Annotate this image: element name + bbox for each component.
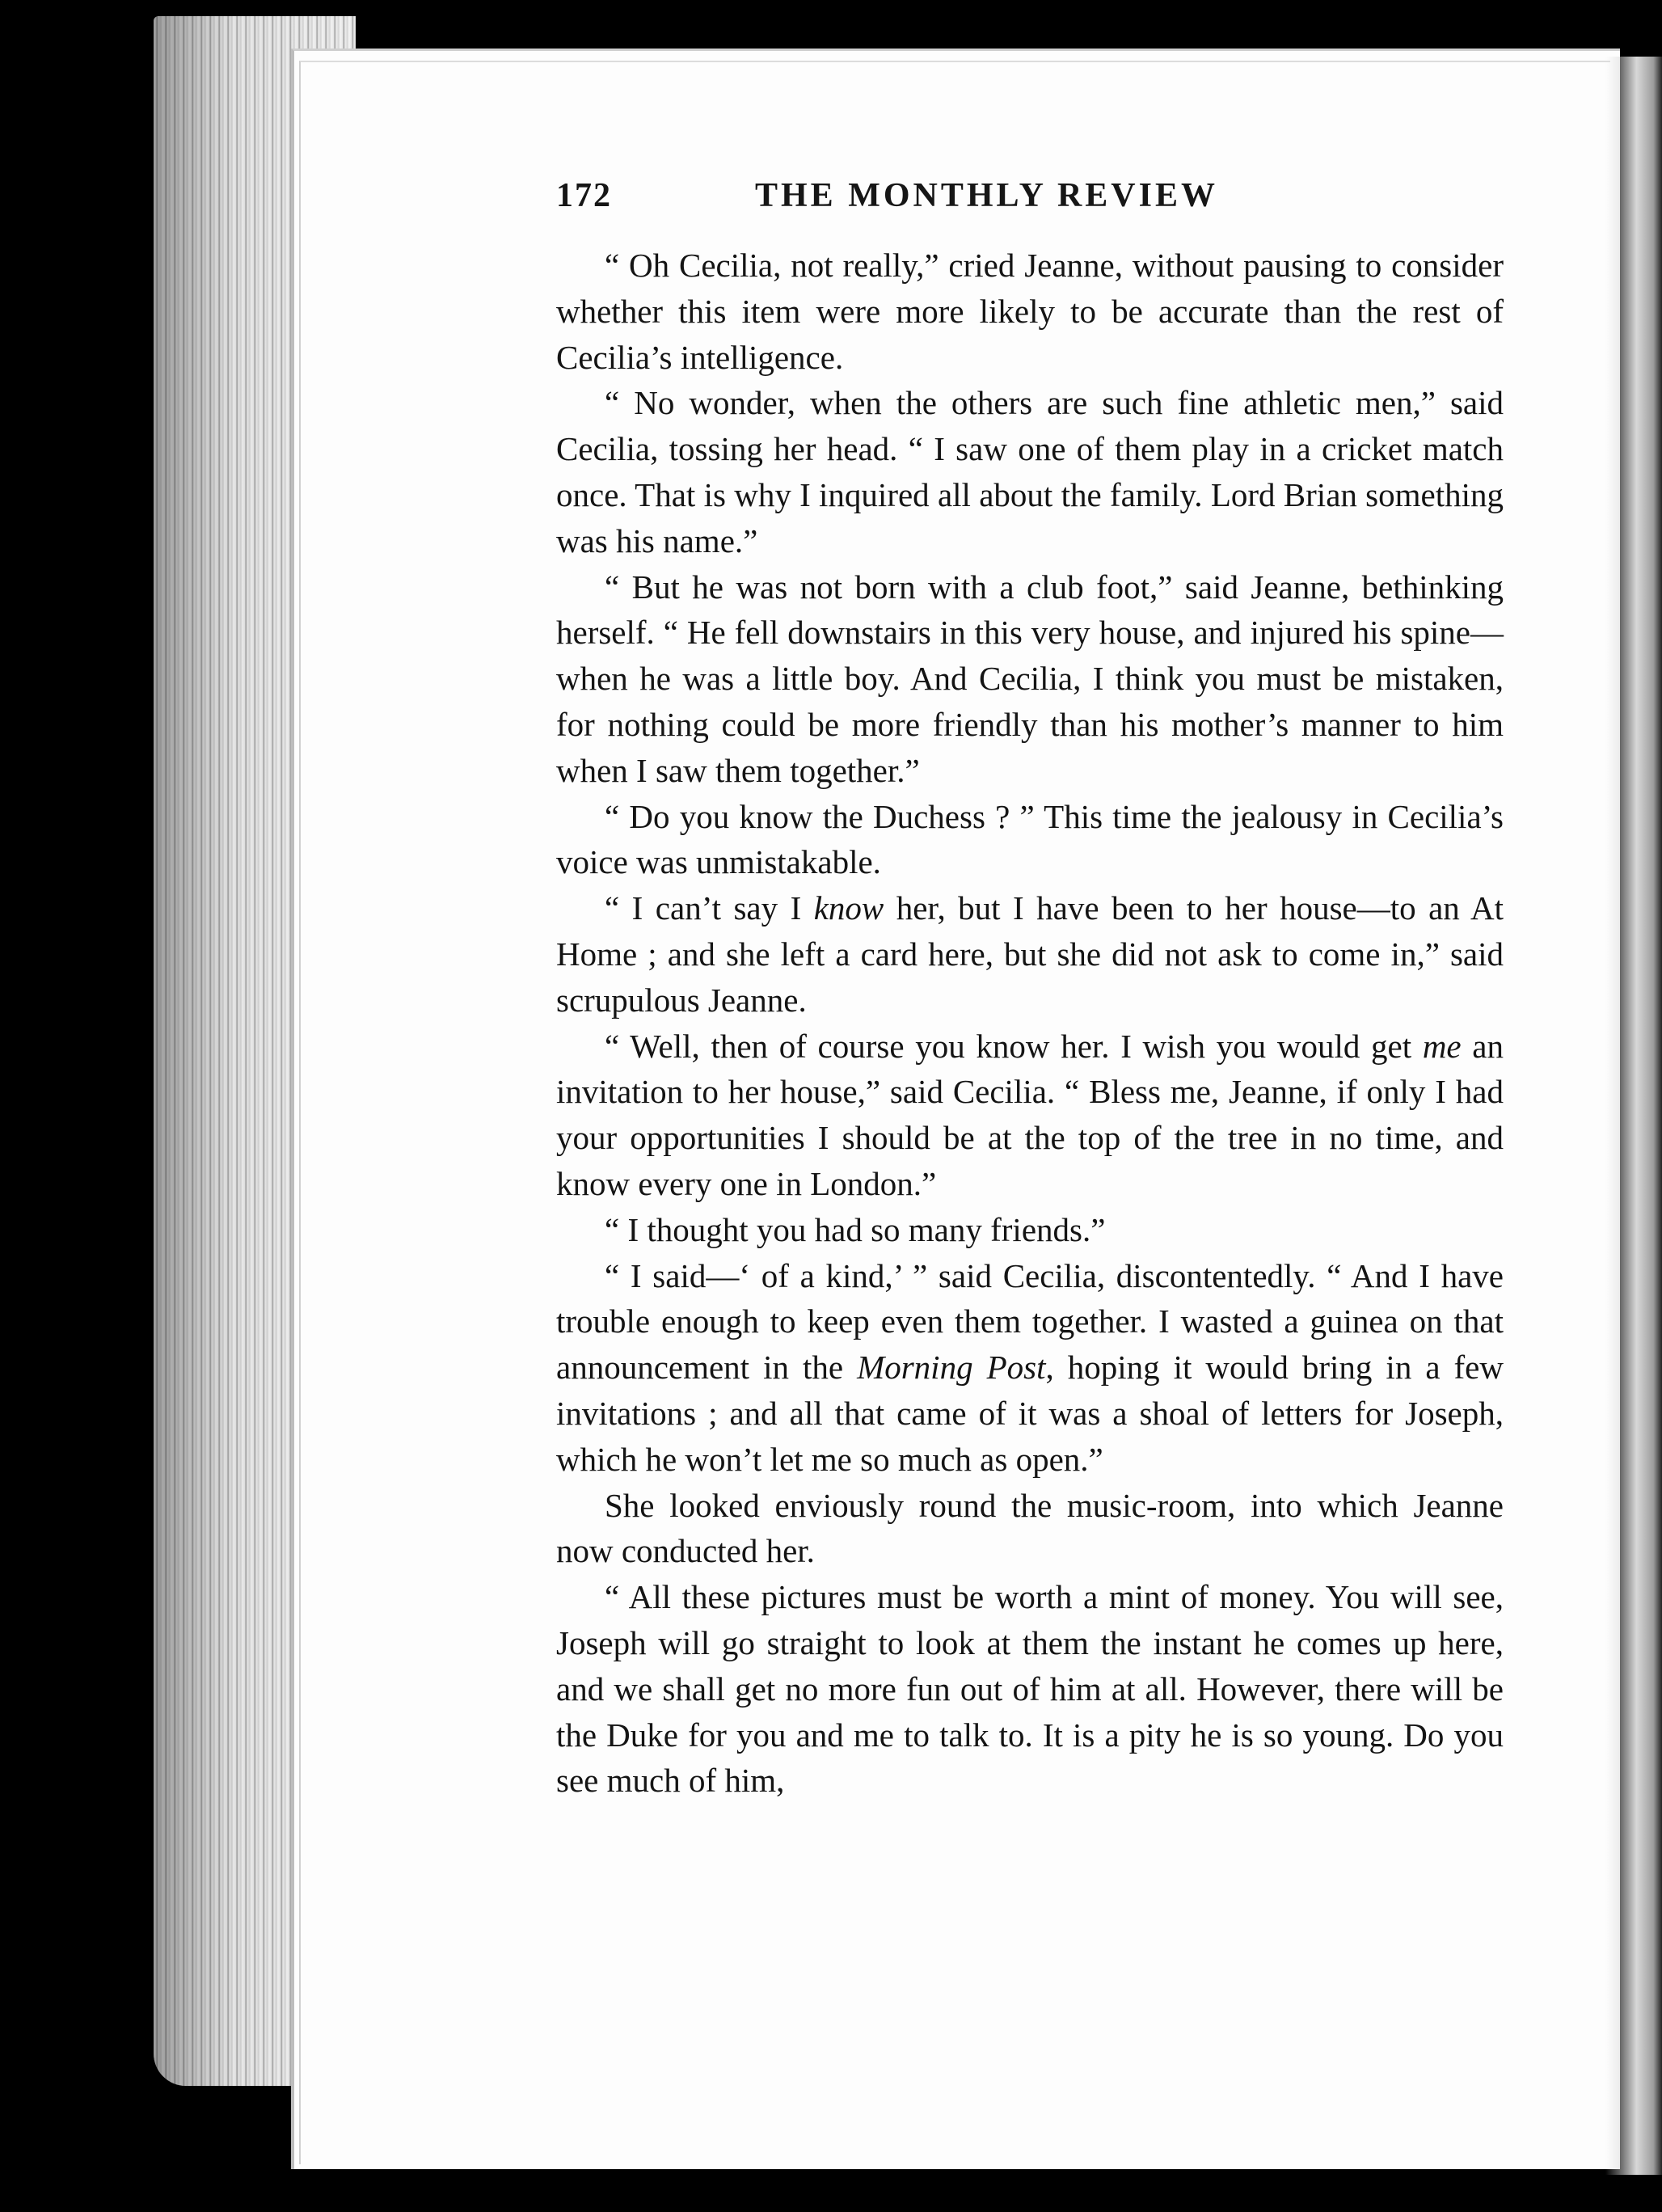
text-run: , hoping it would bring in a few invitations ; and all that came of it was a shoal of letters for Joseph, which he won’t let me so much as open.” bbox=[556, 1349, 1504, 1478]
paragraph bbox=[556, 794, 1504, 886]
text-run: “ I thought you had so many friends.” bbox=[605, 1210, 1106, 1248]
page-number: 172 bbox=[556, 177, 612, 214]
paragraph bbox=[556, 1574, 1504, 1804]
paragraph bbox=[556, 1024, 1504, 1207]
text-run: “ I said—‘ of a kind,’ ” said Cecilia, discontentedly. “ And I have trouble enough to keep even them together. I wasted a guinea on that announcement in the bbox=[556, 1256, 1504, 1387]
text-run: an invitation to her house,” said Cecilia. “ Bless me, Jeanne, if only I had your opportunities I should be at the top of the tree in no time, and know every one in London.” bbox=[556, 1027, 1504, 1202]
text-run: “ Oh Cecilia, not really,” cried Jeanne, without pausing to consider whether this item were more likely to be accurate than the rest of Cecilia’s intelligence. bbox=[556, 247, 1504, 376]
text-run: “ Do you know the Duchess ? ” This time the jealousy in Cecilia’s voice was unmistakable. bbox=[556, 797, 1504, 881]
journal-title: THE MONTHLY REVIEW bbox=[755, 177, 1218, 214]
italic-text-run: me bbox=[1422, 1027, 1462, 1065]
paragraph bbox=[556, 564, 1504, 794]
paragraph bbox=[556, 1207, 1504, 1253]
paragraph bbox=[556, 1483, 1504, 1575]
gutter-shadow bbox=[1605, 57, 1662, 2175]
text-run: “ I can’t say I bbox=[605, 889, 814, 927]
italic-text-run: know bbox=[813, 889, 884, 927]
body-text bbox=[556, 243, 1504, 1804]
text-run: “ No wonder, when the others are such fine athletic men,” said Cecilia, tossing her head. “ I saw one of them play in a cricket match once. That is why I inquired all about the family. Lord Brian something was his name.” bbox=[556, 384, 1504, 559]
text-run: “ Well, then of course you know her. I wish you would get bbox=[605, 1027, 1423, 1065]
running-head bbox=[556, 176, 1300, 228]
paragraph bbox=[556, 885, 1504, 1023]
text-run: “ All these pictures must be worth a mint of money. You will see, Joseph will go straight to look at them the instant he comes up here, and we shall get no more fun out of him at all. However, there will be the Duke for you and me to talk to. It is a pity he is so young. Do you see much of him, bbox=[556, 1578, 1504, 1800]
paragraph bbox=[556, 243, 1504, 380]
paragraph bbox=[556, 1253, 1504, 1483]
text-run: She looked enviously round the music-room, into which Jeanne now conducted her. bbox=[556, 1486, 1504, 1570]
paragraph bbox=[556, 380, 1504, 564]
italic-text-run: Morning Post bbox=[857, 1349, 1046, 1387]
text-run: her, but I have been to her house—to an At Home ; and she left a card here, but she did not ask to come in,” said scrupulous Jeanne. bbox=[556, 889, 1504, 1019]
text-run: “ But he was not born with a club foot,” said Jeanne, bethinking herself. “ He fell downstairs in this very house, and injured his spine—when he was a little boy. And Cecilia, I think you must be mistaken, for nothing could be more friendly than his mother’s manner to him when I saw them together.” bbox=[556, 568, 1504, 789]
